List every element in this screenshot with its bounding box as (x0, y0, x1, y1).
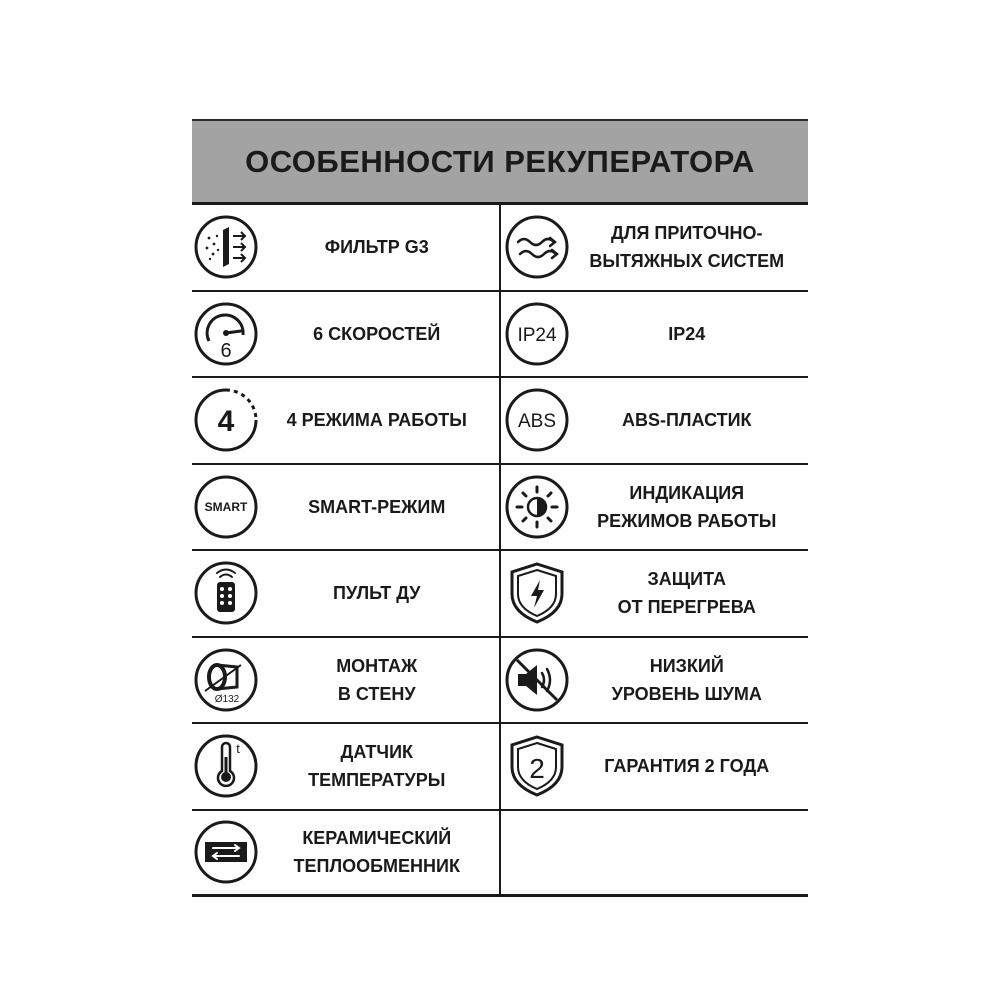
feature-label: НИЗКИЙ УРОВЕНЬ ШУМА (611, 655, 762, 704)
smart-icon (193, 474, 259, 540)
wall-mount-icon (193, 647, 259, 713)
feature-airflow (501, 205, 809, 290)
table-row (192, 551, 808, 638)
feature-smart (192, 465, 501, 550)
feature-label: ИНДИКАЦИЯ РЕЖИМОВ РАБОТЫ (597, 482, 777, 531)
feature-filter (192, 205, 501, 290)
feature-label: ДЛЯ ПРИТОЧНО- ВЫТЯЖНЫХ СИСТЕМ (589, 223, 785, 272)
feature-overheat (501, 551, 809, 636)
feature-label: ЗАЩИТА ОТ ПЕРЕГРЕВА (617, 569, 756, 618)
warranty-number: 2 (528, 753, 545, 785)
modes-number: 4 (217, 405, 235, 439)
features-grid (192, 205, 808, 897)
table-row (192, 638, 808, 725)
temp-letter: t (236, 741, 240, 757)
remote-control-icon (193, 560, 259, 626)
feature-indication (501, 465, 809, 550)
overheat-shield-icon (504, 560, 570, 626)
feature-label: 6 СКОРОСТЕЙ (313, 323, 441, 344)
feature-warranty (501, 724, 809, 809)
features-table (192, 119, 808, 897)
warranty-shield-icon (504, 733, 570, 799)
abs-icon (504, 387, 570, 453)
smart-text: SMART (204, 499, 248, 514)
feature-label: ФИЛЬТР G3 (324, 237, 429, 258)
abs-text: ABS (517, 411, 556, 433)
page-title: ОСОБЕННОСТИ РЕКУПЕРАТОРА (245, 143, 755, 179)
feature-label: ГАРАНТИЯ 2 ГОДА (604, 756, 770, 777)
feature-modes (192, 378, 501, 463)
feature-remote (192, 551, 501, 636)
brightness-icon (504, 474, 570, 540)
feature-abs (501, 378, 809, 463)
mute-speaker-icon (504, 647, 570, 713)
feature-label: 4 РЕЖИМА РАБОТЫ (286, 410, 467, 431)
feature-temperature (192, 724, 501, 809)
table-row (192, 465, 808, 552)
four-modes-icon (193, 387, 259, 453)
thermometer-icon (193, 733, 259, 799)
ip24-icon (504, 301, 570, 367)
feature-label: SMART-РЕЖИМ (308, 496, 446, 517)
empty-cell (501, 811, 809, 895)
feature-label: IP24 (668, 323, 706, 344)
airflow-icon (504, 214, 570, 280)
table-row (192, 205, 808, 292)
table-row (192, 378, 808, 465)
table-header (192, 119, 808, 205)
feature-label: ПУЛЬТ ДУ (333, 583, 421, 604)
feature-speeds (192, 292, 501, 377)
feature-wall-mount (192, 638, 501, 723)
table-row (192, 292, 808, 379)
diameter-text: Ø132 (214, 693, 240, 705)
feature-label: ДАТЧИК ТЕМПЕРАТУРЫ (308, 742, 446, 791)
table-row (192, 724, 808, 811)
speed-number: 6 (220, 339, 232, 362)
feature-ip24 (501, 292, 809, 377)
table-row (192, 811, 808, 898)
feature-heat-exchanger (192, 811, 501, 895)
heat-exchanger-icon (193, 819, 259, 885)
speedometer-icon (193, 301, 259, 367)
feature-label: КЕРАМИЧЕСКИЙ ТЕПЛООБМЕННИК (293, 828, 460, 877)
feature-low-noise (501, 638, 809, 723)
feature-label: МОНТАЖ В СТЕНУ (336, 655, 418, 704)
ip24-text: IP24 (516, 324, 557, 346)
feature-label: ABS-ПЛАСТИК (621, 410, 752, 431)
filter-icon (193, 214, 259, 280)
